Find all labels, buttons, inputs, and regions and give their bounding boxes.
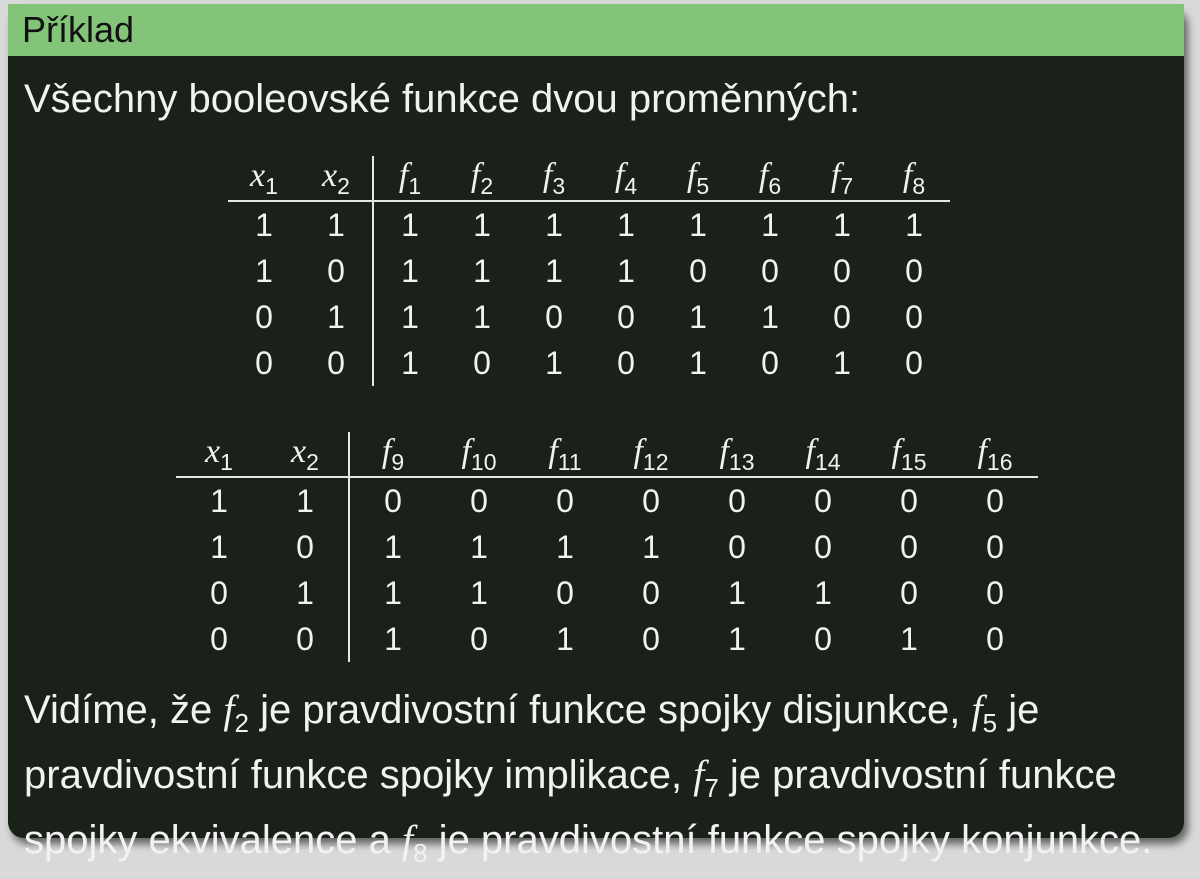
header-subscript: 2 [306,449,319,475]
header-subscript: 4 [624,173,638,199]
input-cell: 1 [210,528,228,565]
value-cell: 0 [905,252,923,289]
function-header [349,432,436,477]
header-subscript: 10 [470,449,497,475]
header-subscript: 1 [220,449,233,475]
input-cell: 0 [210,620,228,657]
header-variable: f [381,433,392,471]
value-cell: 1 [761,206,779,243]
value-cell: 0 [900,574,918,611]
value-cell: 1 [545,206,563,243]
value-cell: 0 [556,482,574,519]
value-cell: 1 [373,340,446,386]
math-var: f [223,687,235,732]
value-cell: 0 [473,344,491,381]
value-cell: 0 [761,344,779,381]
value-cell: 0 [556,574,574,611]
header-variable: f [758,157,769,195]
function-header [780,432,866,477]
math-subscript: 5 [982,708,998,738]
table-row [228,201,950,248]
table-row [228,294,950,340]
value-cell: 0 [761,252,779,289]
function-header [522,432,608,477]
intro-text: Všechny booleovské funkce dvou proměnných: [24,77,861,121]
header-variable: x [250,157,266,195]
header-variable: f [548,433,558,471]
header-subscript: 11 [557,449,582,475]
input-variable-header [176,432,262,477]
math-f8 [401,817,428,868]
header-subscript: 13 [728,449,755,475]
header-variable: f [542,157,553,195]
value-cell: 0 [814,528,832,565]
conclusion-text: je pravdivostní funkce spojky konjunkce. [427,818,1153,862]
value-cell: 1 [833,206,851,243]
header-subscript: 8 [912,173,926,199]
header-variable: f [902,157,913,195]
header-variable: f [686,157,697,195]
input-cell: 1 [255,206,273,243]
table-row [176,616,1038,662]
value-cell: 1 [617,252,635,289]
value-cell: 1 [556,620,574,657]
function-header [734,156,806,201]
value-cell: 0 [833,252,851,289]
value-cell: 1 [728,620,746,657]
math-f5 [971,687,998,738]
conclusion-text: je pravdivostní funkce spojky implikace, [24,688,1040,797]
value-cell: 0 [470,620,488,657]
input-cell: 0 [255,344,273,381]
function-header [694,432,780,477]
input-cell: 0 [296,528,314,565]
header-variable: f [805,433,815,471]
input-variable-header [262,432,349,477]
header-variable: x [291,433,307,471]
value-cell: 0 [642,620,660,657]
table-header-row [228,156,950,201]
table-header-row [176,432,1038,477]
value-cell: 1 [349,524,436,570]
value-cell: 1 [545,344,563,381]
header-subscript: 16 [986,449,1013,475]
value-cell: 1 [473,252,491,289]
value-cell: 1 [473,206,491,243]
value-cell: 0 [617,298,635,335]
value-cell: 1 [617,206,635,243]
math-var: f [693,752,705,797]
value-cell: 1 [349,570,436,616]
value-cell: 0 [900,482,918,519]
header-subscript: 12 [642,449,669,475]
input-variable-header [300,156,373,201]
value-cell: 0 [689,252,707,289]
header-subscript: 1 [408,173,422,199]
math-subscript: 8 [413,838,428,868]
header-variable: f [977,433,987,471]
function-header [518,156,590,201]
value-cell: 1 [905,206,923,243]
function-header [608,432,694,477]
header-variable: f [719,433,729,471]
value-cell: 0 [642,574,660,611]
function-header [436,432,522,477]
math-var: f [401,817,414,862]
input-cell: 0 [327,252,345,289]
value-cell: 0 [728,482,746,519]
value-cell: 1 [349,616,436,662]
value-cell: 0 [814,482,832,519]
value-cell: 1 [473,298,491,335]
function-header [878,156,950,201]
table-row [228,248,950,294]
block-title: Příklad [8,4,1184,56]
function-header [446,156,518,201]
header-variable: x [205,433,221,471]
value-cell: 0 [545,298,563,335]
value-cell: 1 [373,201,446,248]
value-cell: 0 [905,298,923,335]
value-cell: 0 [349,477,436,524]
value-cell: 0 [814,620,832,657]
input-cell: 1 [210,482,228,519]
table-row [228,340,950,386]
truth-table-f9-f16 [176,432,1038,662]
header-variable: f [830,157,841,195]
value-cell: 0 [905,344,923,381]
input-cell: 1 [255,252,273,289]
example-block [8,4,1184,868]
value-cell: 1 [545,252,563,289]
function-header [590,156,662,201]
value-cell: 1 [470,574,488,611]
value-cell: 1 [761,298,779,335]
conclusion-text: Vidíme, že [24,688,224,732]
header-variable: f [891,433,901,471]
header-subscript: 7 [840,173,854,199]
input-cell: 0 [296,620,314,657]
input-cell: 0 [327,344,345,381]
header-subscript: 2 [480,173,494,199]
header-subscript: 14 [814,449,841,475]
header-variable: f [633,433,643,471]
conclusion-text: je pravdivostní funkce spojky ekvivalence a [24,753,1117,862]
value-cell: 0 [900,528,918,565]
value-cell: 0 [986,574,1004,611]
input-cell: 0 [255,298,273,335]
conclusion-text: je pravdivostní funkce spojky disjunkce, [248,688,972,732]
value-cell: 0 [833,298,851,335]
header-subscript: 9 [391,449,405,475]
header-variable: f [470,157,481,195]
value-cell: 1 [833,344,851,381]
input-cell: 1 [296,574,314,611]
header-variable: x [322,157,338,195]
input-cell: 1 [296,482,314,519]
header-subscript: 15 [900,449,927,475]
header-subscript: 5 [696,173,710,199]
truth-table-f1-f8 [228,156,950,386]
header-variable: f [398,157,409,195]
value-cell: 0 [470,482,488,519]
value-cell: 0 [986,482,1004,519]
header-subscript: 1 [265,173,278,199]
value-cell: 0 [617,344,635,381]
value-cell: 1 [556,528,574,565]
math-f2 [223,687,249,738]
header-variable: f [614,157,625,195]
input-cell: 1 [327,206,345,243]
value-cell: 1 [689,298,707,335]
input-variable-header [228,156,300,201]
value-cell: 1 [373,248,446,294]
value-cell: 1 [689,344,707,381]
table-row [176,524,1038,570]
function-header [662,156,734,201]
value-cell: 1 [642,528,660,565]
value-cell: 1 [814,574,832,611]
header-subscript: 3 [552,173,566,199]
value-cell: 1 [373,294,446,340]
header-subscript: 6 [768,173,782,199]
table-row [176,477,1038,524]
value-cell: 1 [728,574,746,611]
function-header [373,156,446,201]
header-subscript: 2 [337,173,350,199]
input-cell: 0 [210,574,228,611]
function-header [952,432,1038,477]
value-cell: 0 [986,620,1004,657]
math-f7 [693,752,719,803]
value-cell: 1 [470,528,488,565]
value-cell: 0 [642,482,660,519]
header-variable: f [461,433,471,471]
table-row [176,570,1038,616]
math-subscript: 7 [704,773,719,803]
value-cell: 0 [728,528,746,565]
function-header [806,156,878,201]
function-header [866,432,952,477]
conclusion-paragraph [24,684,1174,879]
math-var: f [971,687,983,732]
math-subscript: 2 [234,708,249,738]
value-cell: 0 [986,528,1004,565]
input-cell: 1 [327,298,345,335]
value-cell: 1 [689,206,707,243]
value-cell: 1 [900,620,918,657]
